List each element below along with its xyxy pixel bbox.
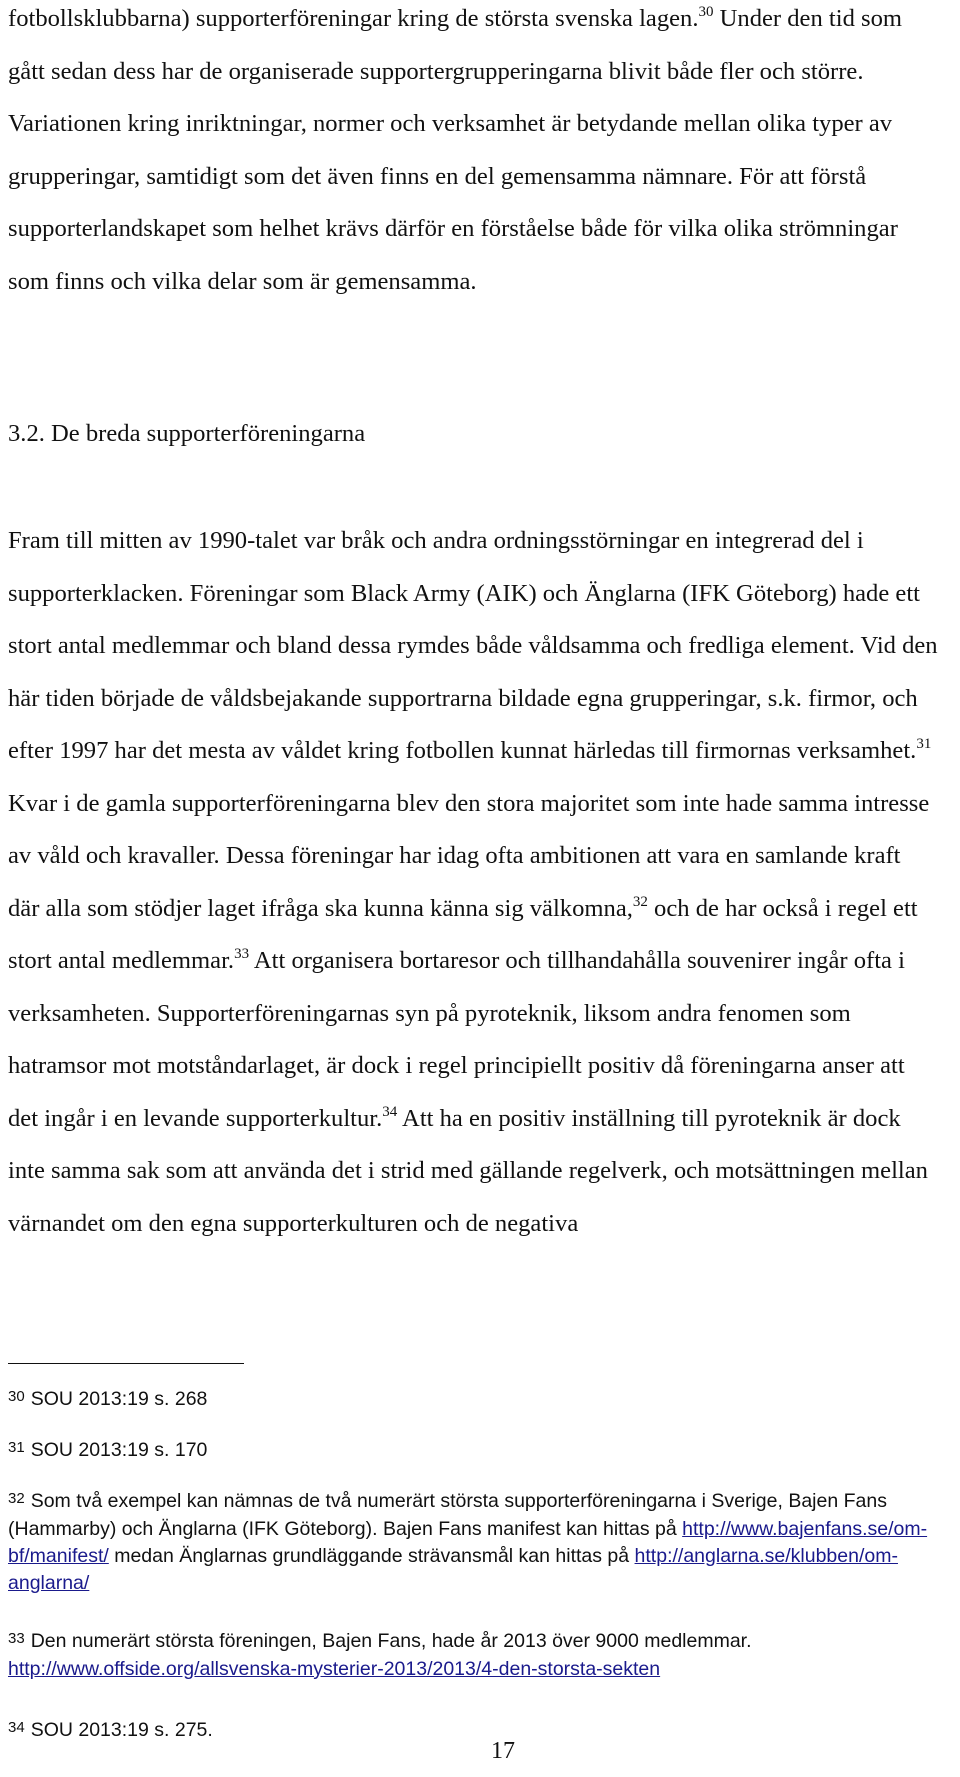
footnote-ref-30[interactable]: 30 xyxy=(698,4,714,20)
paragraph-text: och de har också i regel ett stort antal medlemmar. xyxy=(8,894,918,974)
footnote-text: SOU 2013:19 s. 275. xyxy=(30,1719,213,1741)
paragraph-text: Kvar i de gamla supporterföreningarna blev den stora majoritet som inte hade samma intresse av våld och kravaller. Dessa föreningar har idag ofta ambitionen att vara en samlande kraft där alla som stödjer laget ifråga ska kunna känna sig välkomna, xyxy=(8,789,930,922)
footnote-text: SOU 2013:19 s. 268 xyxy=(30,1388,208,1410)
footnote-text: Den numerärt största föreningen, Bajen Fans, hade år 2013 över 9000 medlemmar. xyxy=(30,1630,752,1652)
footnote-text: medan Änglarnas grundläggande strävansmål kan hittas på xyxy=(108,1545,635,1567)
offside-link[interactable]: http://www.offside.org/allsvenska-mysterier-2013/2013/4-den-storsta-sekten xyxy=(8,1658,661,1680)
footnote-number: 33 xyxy=(8,1630,25,1647)
footnote-separator xyxy=(8,1363,244,1364)
paragraph-text: Fram till mitten av 1990-talet var bråk och andra ordningsstörningar en integrerad del i supporterklacken. Föreningar som Black Army (AIK) och Änglarna (IFK Göteborg) hade ett stort antal medlemmar och bland dessa rymdes både våldsamma och fredliga element. Vid den här tiden började de våldsbejakande supportrarna bildade egna grupperingar, s.k. firmor, och efter 1997 har det mesta av våldet kring fotbollen kunnat härledas till firmornas verksamhet. xyxy=(8,527,938,764)
footnote-number: 31 xyxy=(8,1439,25,1456)
footnote-ref-33[interactable]: 33 xyxy=(234,946,250,962)
footnote-number: 30 xyxy=(8,1388,25,1405)
body-paragraph-2 xyxy=(8,515,938,1250)
footnote-text: SOU 2013:19 s. 170 xyxy=(30,1439,208,1461)
section-heading: 3.2. De breda supporterföreningarna xyxy=(8,420,366,447)
footnote-text: Som två exempel kan nämnas de två numerärt största supporterföreningarna i Sverige, Bajen Fans (Hammarby) och Änglarna (IFK Göteborg). Bajen Fans manifest kan hittas på xyxy=(8,1490,887,1540)
footnote-31 xyxy=(8,1437,938,1465)
anglarna-link[interactable]: http://anglarna.se/klubben/om-anglarna/ xyxy=(8,1545,898,1594)
body-paragraph-1 xyxy=(8,0,938,308)
paragraph-text: fotbollsklubbarna) supporterföreningar kring de största svenska lagen. xyxy=(8,5,699,32)
page-number: 17 xyxy=(491,1738,515,1764)
footnote-30 xyxy=(8,1386,938,1414)
footnote-number: 32 xyxy=(8,1490,25,1507)
paragraph-text: Att ha en positiv inställning till pyroteknik är dock inte samma sak som att använda det i strid med gällande regelverk, och motsättningen mellan värnandet om den egna supporterkulturen och de negativa xyxy=(8,1104,928,1237)
footnote-ref-32[interactable]: 32 xyxy=(632,893,648,910)
footnote-32 xyxy=(8,1488,938,1597)
bajenfans-manifest-link[interactable]: http://www.bajenfans.se/om-bf/manifest/ xyxy=(8,1518,928,1567)
footnote-ref-34[interactable]: 34 xyxy=(382,1103,398,1120)
paragraph-text: Att organisera bortaresor och tillhandahålla souvenirer ingår ofta i verksamheten. Supporterföreningarnas syn på pyroteknik, liksom andra fenomen som hatramsor mot motståndarlaget, är dock i regel principiellt positiv då föreningarna anser att det ingår i en levande supporterkultur. xyxy=(8,947,905,1132)
footnote-33 xyxy=(8,1628,938,1683)
footnote-number: 34 xyxy=(8,1719,25,1736)
paragraph-text: Under den tid som gått sedan dess har de organiserade supportergrupperingarna blivit både fler och större. Variationen kring inriktningar, normer och verksamhet är betydande mellan olika typer av grupperingar, samtidigt som det även finns en del gemensamma nämnare. För att förstå supporterlandskapet som helhet krävs därför en förståelse både för vilka olika strömningar som finns och vilka delar som är gemensamma. xyxy=(8,5,903,295)
footnote-ref-31[interactable]: 31 xyxy=(916,736,932,752)
